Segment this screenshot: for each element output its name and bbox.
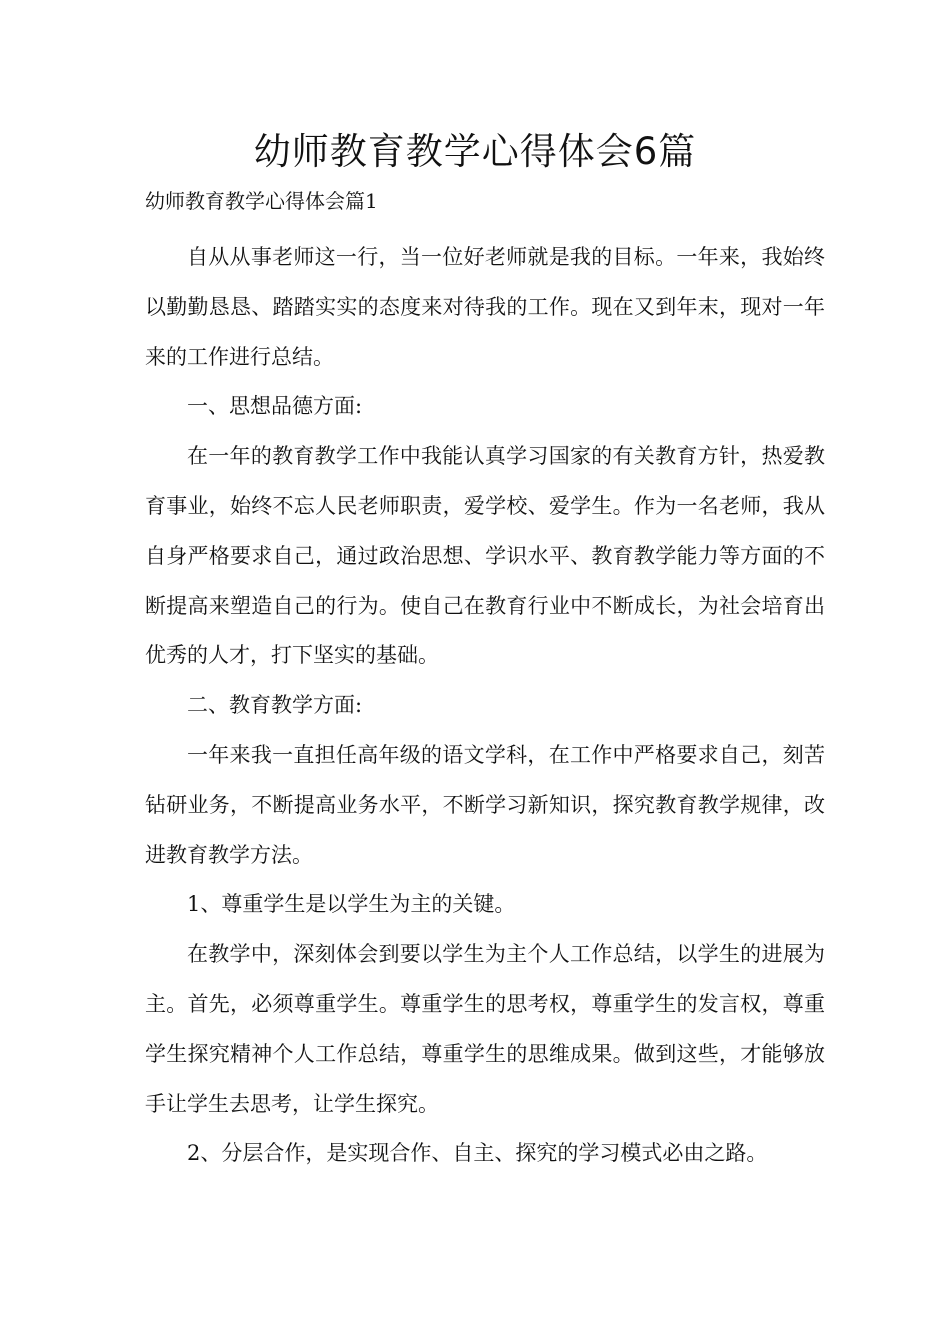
point-two-heading: 2、分层合作，是实现合作、自主、探究的学习模式必由之路。 [187, 1141, 768, 1166]
document-body [145, 233, 825, 1179]
paragraph-respect-students: 在教学中，深刻体会到要以学生为主个人工作总结，以学生的进展为主。首先，必须尊重学生。尊重学生的思考权，尊重学生的发言权，尊重学生探究精神个人工作总结，尊重学生的思维成果。做到这些，才能够放手让学生去思考，让学生探究。 [145, 942, 825, 1116]
point-one-heading: 1、尊重学生是以学生为主的关键。 [187, 892, 516, 917]
subheading-teaching: 二、教育教学方面: [187, 693, 363, 718]
section-heading: 幼师教育教学心得体会篇1 [145, 189, 378, 213]
subheading-moral: 一、思想品德方面: [187, 394, 363, 419]
paragraph-intro: 自从从事老师这一行，当一位好老师就是我的目标。一年来，我始终以勤勤恳恳、踏踏实实的态度来对待我的工作。现在又到年末，现对一年来的工作进行总结。 [145, 245, 825, 369]
document-title: 幼师教育教学心得体会6篇 [253, 130, 697, 173]
paragraph-teaching: 一年来我一直担任高年级的语文学科，在工作中严格要求自己，刻苦钻研业务，不断提高业务水平，不断学习新知识，探究教育教学规律，改进教育教学方法。 [145, 742, 825, 867]
paragraph-moral: 在一年的教育教学工作中我能认真学习国家的有关教育方针，热爱教育事业，始终不忘人民老师职责，爱学校、爱学生。作为一名老师，我从自身严格要求自己，通过政治思想、学识水平、教育教学能力等方面的不断提高来塑造自己的行为。使自己在教育行业中不断成长，为社会培育出优秀的人才，打下坚实的基础。 [145, 444, 825, 668]
